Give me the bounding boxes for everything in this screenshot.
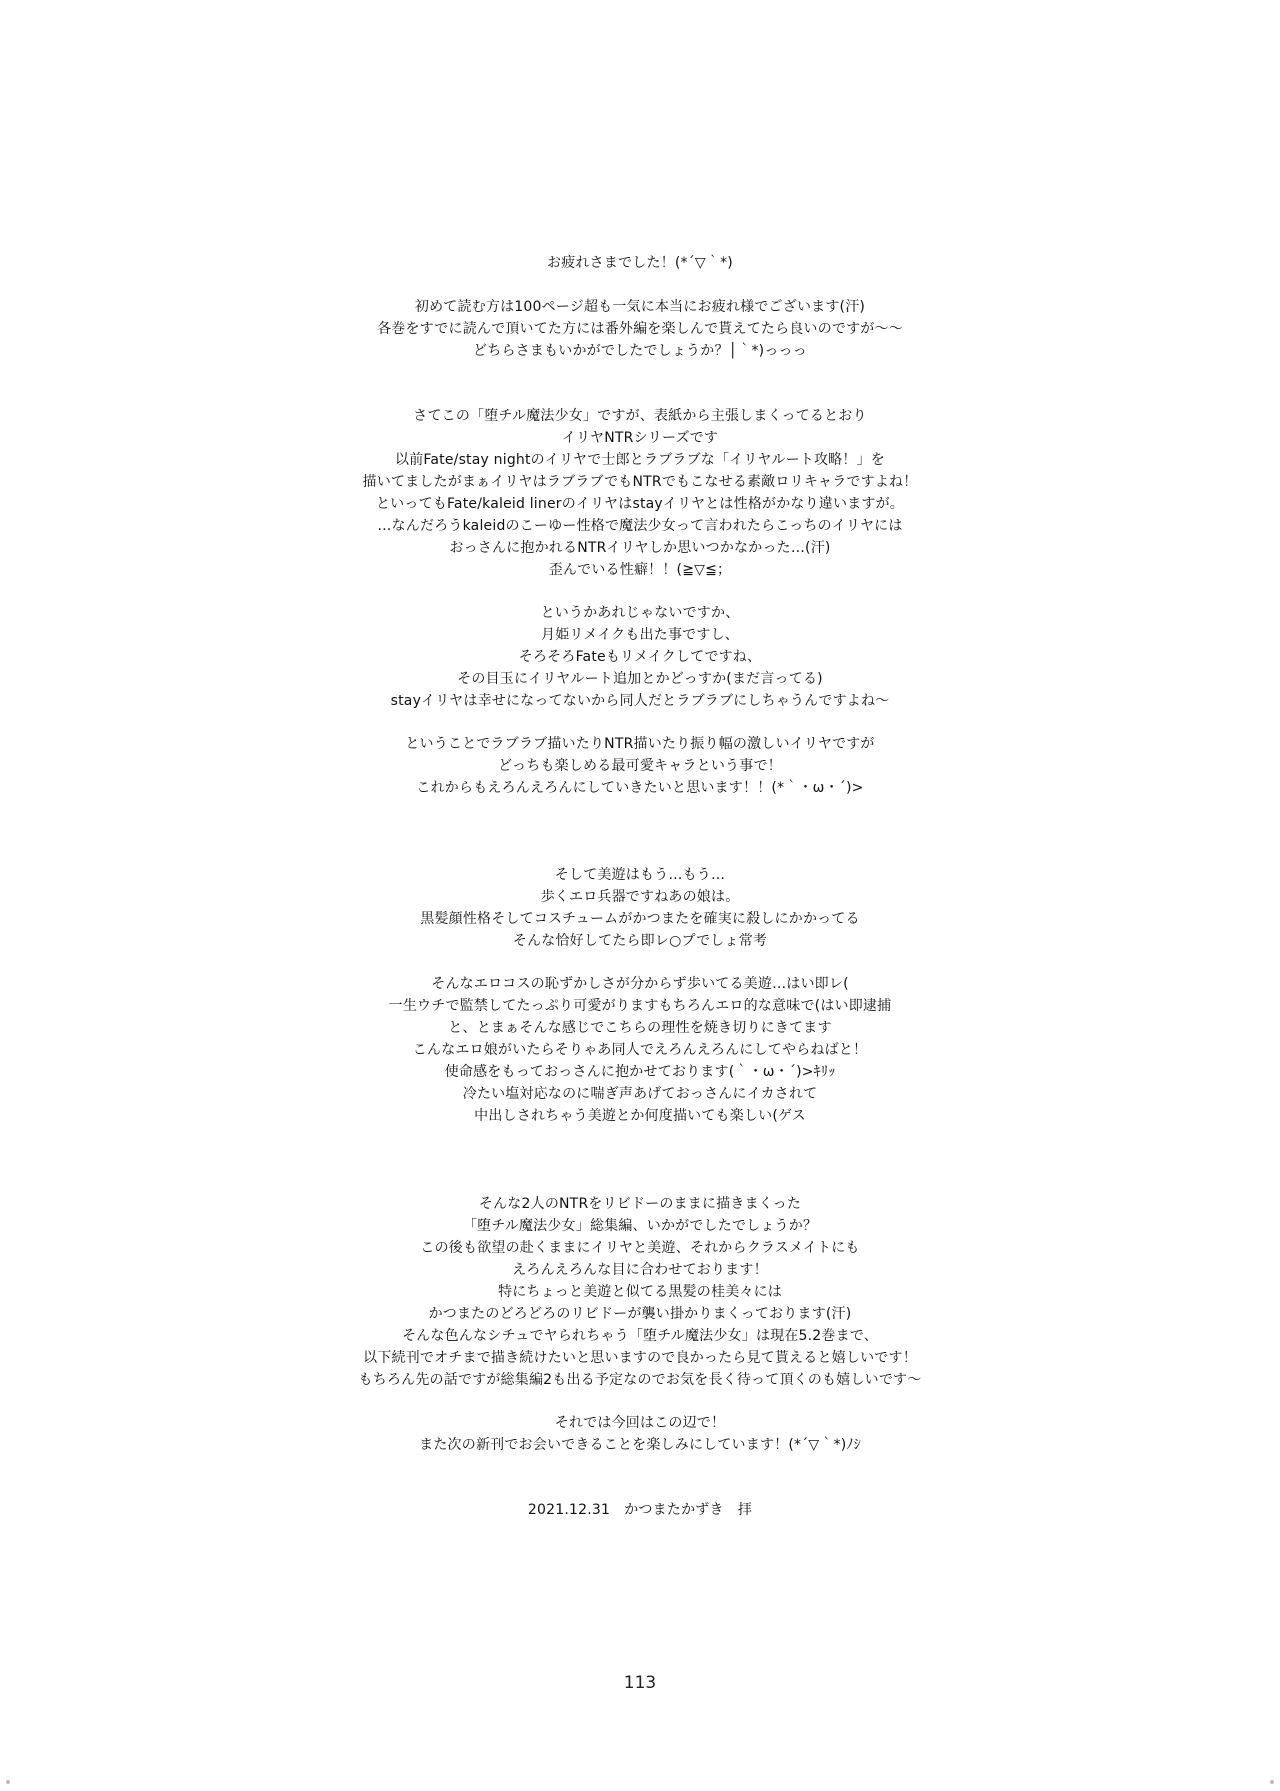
scan-speck <box>6 1780 10 1784</box>
text-line: ということでラブラブ描いたりNTR描いたり振り幅の激しいイリヤですが <box>405 736 875 752</box>
text-line: お疲れさまでした！(*´▽｀*) <box>547 255 733 271</box>
text-line: そんな恰好してたら即レ○プでしょ常考 <box>512 933 768 949</box>
text-line: そんな色んなシチュでヤられちゃう「堕チル魔法少女」は現在5.2巻まで、 <box>402 1328 878 1344</box>
text-line: その目玉にイリヤルート追加とかどっすか(まだ言ってる) <box>457 671 823 687</box>
text-line: えろんえろんな目に合わせております！ <box>512 1262 768 1278</box>
text-line: というかあれじゃないですか、 <box>540 605 740 621</box>
text-line: 月姫リメイクも出た事ですし、 <box>541 627 739 643</box>
text-line: 特にちょっと美遊と似てる黒髪の桂美々には <box>498 1284 782 1300</box>
text-line: 使命感をもっておっさんに抱かせております(｀・ω・´)>ｷﾘｯ <box>444 1064 836 1080</box>
text-line: 初めて読む方は100ページ超も一気に本当にお疲れ様でございます(汗) <box>414 299 866 315</box>
text-line: stayイリヤは幸せになってないから同人だとラブラブにしちゃうんですよね～ <box>390 693 890 709</box>
text-line: それでは今回はこの辺で！ <box>554 1415 726 1431</box>
text-line: 歪んでいる性癖！！(≧▽≦； <box>548 562 732 578</box>
text-line: 「堕チル魔法少女」総集編、いかがでしたでしょうか？ <box>462 1218 818 1234</box>
scan-speck <box>1270 1780 1274 1784</box>
signature-line: 2021.12.31 かつまたかずき 拝 <box>527 1502 753 1518</box>
text-line: そんなエロコスの恥ずかしさが分からず歩いてる美遊…はい即レ( <box>431 976 849 992</box>
text-line: といってもFate/kaleid linerのイリヤはstayイリヤとは性格がかなり違いますが。 <box>375 496 905 512</box>
page-number: 113 <box>623 1673 657 1693</box>
text-line: 黒髪顔性格そしてコスチュームがかつまたを確実に殺しにかかってる <box>420 911 860 927</box>
text-line: 冷たい塩対応なのに喘ぎ声あげておっさんにイカされて <box>462 1086 818 1102</box>
text-line: また次の新刊でお会いできることを楽しみにしています！(*´▽｀*)ﾉｼ <box>419 1437 861 1453</box>
text-line: どっちも楽しめる最可愛キャラという事で！ <box>498 758 782 774</box>
text-line: 以下続刊でオチまで描き続けたいと思いますので良かったら見て貰えると嬉しいです！ <box>363 1350 917 1366</box>
text-line: おっさんに抱かれるNTRイリヤしか思いつかなかった…(汗) <box>449 540 831 556</box>
text-line: 中出しされちゃう美遊とか何度描いても楽しい(ゲス <box>474 1108 806 1124</box>
text-line: …なんだろうkaleidのこーゆー性格で魔法少女って言われたらこっちのイリヤには <box>377 518 903 534</box>
text-line: そろそろFateもリメイクしてですね、 <box>518 649 762 665</box>
text-line: と、とまぁそんな感じでこちらの理性を焼き切りにきてます <box>448 1020 832 1036</box>
text-line: そんな2人のNTRをリビドーのままに描きまくった <box>478 1196 802 1212</box>
text-line: この後も欲望の赴くままにイリヤと美遊、それからクラスメイトにも <box>420 1240 860 1256</box>
text-line: 各巻をすでに読んで頂いてた方には番外編を楽しんで貰えてたら良いのですが～～ <box>377 321 903 337</box>
text-line: こんなエロ娘がいたらそりゃあ同人でえろんえろんにしてやらねばと！ <box>412 1042 868 1058</box>
text-line: 一生ウチで監禁してたっぷり可愛がりますもちろんエロ的な意味で(はい即逮捕 <box>388 998 892 1014</box>
text-line: 歩くエロ兵器ですねあの娘は。 <box>540 889 740 905</box>
text-line: さてこの「堕チル魔法少女」ですが、表紙から主張しまくってるとおり <box>413 408 867 424</box>
text-line: かつまたのどろどろのリビドーが襲い掛かりまくっております(汗) <box>428 1306 852 1322</box>
text-line: どちらさまもいかがでしたでしょうか？│｀*)っっっ <box>473 343 807 359</box>
text-line: 以前Fate/stay nightのイリヤで士郎とラブラブな「イリヤルート攻略！」を <box>395 452 885 468</box>
text-line: 描いてましたがまぁイリヤはラブラブでもNTRでもこなせる素敵ロリキャラですよね！ <box>362 474 918 490</box>
text-line: そして美遊はもう…もう… <box>554 867 726 883</box>
text-line: もちろん先の話ですが総集編2も出る予定なのでお気を長く待って頂くのも嬉しいです～ <box>358 1372 922 1388</box>
text-line: これからもえろんえろんにしていきたいと思います！！(*｀・ω・´)> <box>416 780 864 796</box>
text-line: イリヤNTRシリーズです <box>561 430 719 446</box>
